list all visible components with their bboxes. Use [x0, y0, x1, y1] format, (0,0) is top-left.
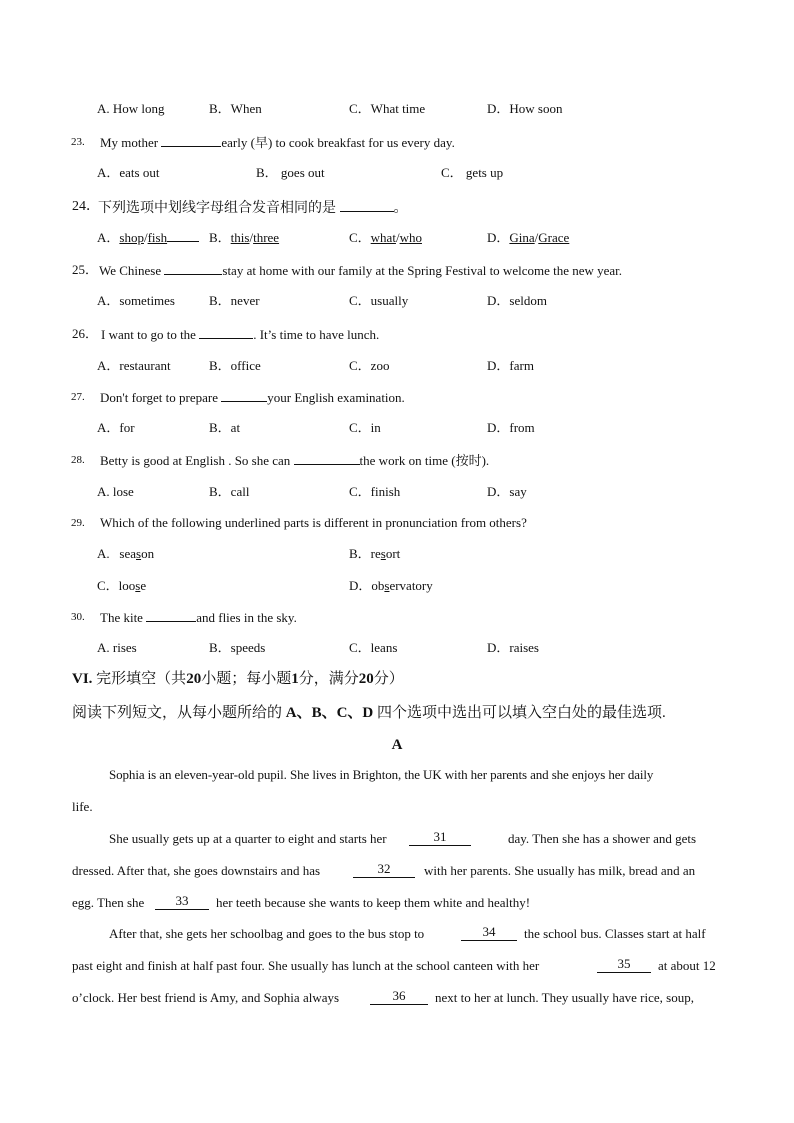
q29-c-pre: loo — [118, 578, 136, 593]
section-instruction — [72, 702, 666, 724]
q24-a-sep: / — [143, 230, 148, 245]
q26-text — [101, 324, 379, 345]
passage-line-1: Sophia is an eleven-year-old pupil. She lives in Brighton, the UK with her parents and she enjoys her daily — [109, 767, 654, 782]
passage-line-2: life. — [72, 799, 93, 814]
q25-pre: We Chinese — [99, 263, 162, 278]
line6-pre: After that, she gets her schoolbag and goes to the bus stop to — [109, 926, 425, 941]
q25-stem — [0, 260, 794, 280]
q29-a-pre: sea — [119, 546, 136, 561]
instruction-letters: A、B、C、D — [285, 705, 374, 721]
q30-pre: The kite — [100, 610, 143, 625]
q29-option-a — [97, 544, 154, 564]
q29-options-row1 — [0, 544, 794, 564]
section-total: 20 — [358, 671, 374, 687]
q28-option-c: C．finish — [349, 484, 401, 499]
q29-b-label: B． — [349, 546, 371, 561]
q30-text — [100, 607, 297, 628]
q29-d-pre: ob — [371, 578, 385, 593]
q29-c-label: C． — [97, 578, 119, 593]
q22-option-b: B．When — [209, 101, 262, 116]
line3-pre: She usually gets up at a quarter to eight and starts her — [109, 831, 387, 846]
section-count: 20 — [186, 671, 202, 687]
line8-pre: o’clock. Her best friend is Amy, and Sophia always — [72, 990, 340, 1005]
section-label: VI. — [72, 671, 93, 687]
q29-d-underlined: s — [384, 578, 390, 593]
q30-options — [0, 638, 794, 658]
q29-option-d — [349, 576, 433, 596]
line3-post: day. Then she has a shower and gets — [508, 831, 697, 846]
q29-number: 29. — [71, 517, 85, 529]
q28-pre: Betty is good at English . So she can — [100, 453, 291, 468]
q27-option-d: D．from — [487, 420, 535, 435]
q27-blank[interactable] — [221, 387, 267, 402]
line6-post: the school bus. Classes start at half — [524, 926, 706, 941]
q29-a-underlined: s — [136, 546, 142, 561]
q23-options — [0, 163, 794, 183]
q24-option-a — [97, 228, 199, 248]
q25-option-a: A．sometimes — [97, 293, 175, 308]
q22-option-d: D．How soon — [487, 101, 563, 116]
q30-post: and flies in the sky. — [196, 610, 297, 625]
q28-text — [100, 450, 489, 471]
q29-d-post: ervatory — [389, 578, 433, 593]
blank-34[interactable]: 34 — [461, 924, 517, 941]
q24-options — [0, 228, 794, 248]
section-title-part4: 分） — [373, 671, 404, 687]
q24-a-gap — [167, 229, 199, 242]
q28-blank[interactable] — [294, 450, 360, 465]
q23-pre: My mother — [100, 135, 159, 150]
q26-options — [0, 356, 794, 376]
q26-option-a: A．restaurant — [97, 358, 171, 373]
q22-options — [0, 99, 794, 119]
q24-d-word2: Grace — [538, 230, 570, 245]
q23-post: early (早) to cook breakfast for us every day. — [221, 135, 455, 150]
q28-options — [0, 482, 794, 502]
q24-a-word1: shop — [119, 230, 144, 245]
q28-post: the work on time (按时). — [359, 453, 490, 468]
section-score-each: 1 — [291, 671, 299, 687]
q23-option-a: A．eats out — [97, 165, 160, 180]
q29-d-label: D． — [349, 578, 372, 593]
blank-35[interactable]: 35 — [597, 956, 651, 973]
q26-option-c: C．zoo — [349, 358, 390, 373]
q28-stem — [0, 450, 794, 470]
q29-b-post: ort — [385, 546, 401, 561]
q24-option-d — [487, 228, 569, 248]
q29-a-label: A. — [97, 546, 120, 561]
q29-option-b — [349, 544, 400, 564]
q27-option-a: A．for — [97, 420, 135, 435]
q27-text — [100, 387, 405, 408]
q24-text-body: 下列选项中划线字母组合发音相同的是 — [98, 201, 336, 216]
q27-pre: Don't forget to prepare — [100, 390, 218, 405]
q27-option-c: C．in — [349, 420, 381, 435]
q25-blank[interactable] — [164, 260, 222, 275]
blank-36[interactable]: 36 — [370, 988, 428, 1005]
q29-options-row2 — [0, 576, 794, 596]
q26-option-d: D．farm — [487, 358, 534, 373]
q30-option-d: D．raises — [487, 640, 539, 655]
q24-d-label: D． — [487, 230, 510, 245]
section-title-part1: 完形填空（共 — [96, 671, 187, 687]
q29-a-post: on — [141, 546, 155, 561]
q24-a-label: A． — [97, 230, 120, 245]
q30-option-a: A. rises — [97, 640, 137, 655]
q28-option-d: D．say — [487, 484, 527, 499]
q24-option-c — [349, 228, 422, 248]
q30-option-c: C．leans — [349, 640, 398, 655]
q23-stem — [0, 132, 794, 152]
q27-number: 27. — [71, 391, 85, 403]
q27-options — [0, 418, 794, 438]
q26-blank[interactable] — [199, 324, 253, 339]
q29-b-underlined: s — [380, 546, 386, 561]
blank-31[interactable]: 31 — [409, 829, 471, 846]
line5-pre: egg. Then she — [72, 895, 145, 910]
q25-option-b: B．never — [209, 293, 260, 308]
passage-title: A — [391, 737, 403, 753]
q23-text — [100, 132, 455, 153]
q25-text — [99, 260, 622, 281]
blank-33[interactable]: 33 — [155, 893, 209, 910]
q22-option-c: C．What time — [349, 101, 426, 116]
q24-b-word2: three — [253, 230, 280, 245]
q26-post: . It’s time to have lunch. — [253, 327, 380, 342]
q24-c-label: C． — [349, 230, 371, 245]
q24-b-word1: this — [230, 230, 250, 245]
q24-text — [98, 197, 408, 219]
blank-32[interactable]: 32 — [353, 861, 415, 878]
q22-option-a: A. How long — [97, 101, 165, 116]
instruction-pre: 阅读下列短文，从每小题所给的 — [72, 705, 283, 721]
q28-option-a: A. lose — [97, 484, 134, 499]
q24-blank[interactable] — [340, 197, 394, 212]
line4-pre: dressed. After that, she goes downstairs and has — [72, 863, 321, 878]
q24-c-word2: who — [399, 230, 422, 245]
q27-stem — [0, 387, 794, 407]
q24-number: 24． — [72, 199, 100, 214]
q23-option-c: C． gets up — [441, 165, 504, 180]
q30-number: 30. — [71, 611, 85, 623]
q24-end: 。 — [393, 201, 408, 216]
q29-c-underlined: s — [135, 578, 141, 593]
q30-blank[interactable] — [146, 607, 196, 622]
q23-option-b: B． goes out — [256, 165, 325, 180]
q26-option-b: B．office — [209, 358, 261, 373]
q29-b-pre: re — [370, 546, 381, 561]
q25-post: stay at home with our family at the Spring Festival to welcome the new year. — [222, 263, 623, 278]
q27-option-b: B．at — [209, 420, 241, 435]
section-heading — [72, 668, 404, 690]
section-title-part3: 分，满分 — [298, 671, 359, 687]
q25-option-c: C．usually — [349, 293, 409, 308]
q24-option-b — [209, 228, 279, 248]
q25-options — [0, 291, 794, 311]
q25-number: 25． — [72, 262, 99, 277]
section-title-part2: 小题；每小题 — [201, 671, 292, 687]
q24-stem — [0, 197, 794, 217]
q23-number: 23. — [71, 136, 85, 148]
q29-c-post: e — [140, 578, 147, 593]
q30-option-b: B．speeds — [209, 640, 266, 655]
line7-pre: past eight and finish at half past four. She usually has lunch at the school canteen with her — [72, 958, 540, 973]
instruction-post: 四个选项中选出可以填入空白处的最佳选项. — [377, 705, 666, 721]
line7-post: at about 12 — [658, 958, 716, 973]
q25-option-d: D．seldom — [487, 293, 547, 308]
q29-option-c — [97, 576, 146, 596]
q26-pre: I want to go to the — [101, 327, 196, 342]
line4-post: with her parents. She usually has milk, bread and an — [424, 863, 696, 878]
q26-stem — [0, 324, 794, 344]
line5-post: her teeth because she wants to keep them white and healthy! — [216, 895, 531, 910]
q28-number: 28. — [71, 454, 85, 466]
q24-d-sep: / — [534, 230, 539, 245]
line8-post: next to her at lunch. They usually have rice, soup, — [435, 990, 694, 1005]
q29-text: Which of the following underlined parts is different in pronunciation from others? — [100, 515, 527, 530]
q28-option-b: B．call — [209, 484, 250, 499]
q24-c-word1: what — [370, 230, 396, 245]
q24-d-word1: Gina — [509, 230, 535, 245]
q24-b-sep: / — [249, 230, 254, 245]
q30-stem — [0, 607, 794, 627]
q24-c-sep: / — [395, 230, 400, 245]
q29-stem — [0, 513, 794, 533]
q24-a-word2: fish — [147, 230, 168, 245]
q26-number: 26． — [72, 326, 99, 341]
q27-post: your English examination. — [267, 390, 405, 405]
q24-b-label: B． — [209, 230, 231, 245]
q23-blank[interactable] — [161, 132, 221, 147]
